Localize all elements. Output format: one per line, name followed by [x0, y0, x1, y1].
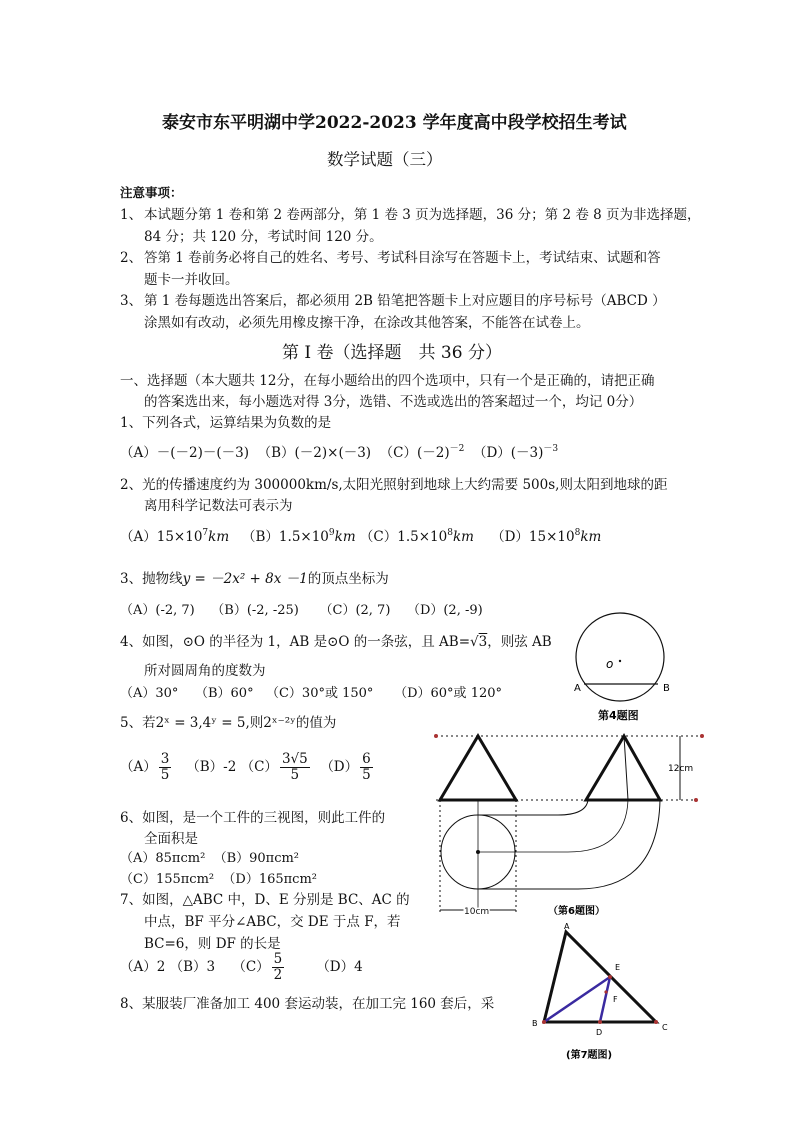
q4-stem-2: 所对圆周角的度数为 [144, 663, 266, 679]
q7-stem-1: 7、如图，△ABC 中，D、E 分别是 BC、AC 的 [120, 892, 410, 908]
q1-option-c: $(C)(-2)^{-2}$ [379, 444, 465, 461]
note-3-num: 3、 [120, 293, 143, 309]
q3-formula: y = －2x² + 8x －1 [182, 571, 308, 587]
q6-option-a: （A）85πcm² [120, 851, 206, 866]
q4-option-a: （A）30° [120, 686, 179, 701]
q4-option-b: （B）60° [194, 686, 254, 701]
q6-dot [434, 734, 438, 738]
q2-option-b: $(B)1.5\times 10^9km$ [242, 528, 356, 545]
q1-option-a: （A）－(－2)－(－3) [120, 445, 249, 461]
q7-dot-d [598, 1020, 602, 1024]
q4-caption: 第4题图 [598, 709, 639, 722]
q6-option-d: （D）165πcm² [222, 872, 317, 887]
q4-label-a: A [574, 683, 581, 694]
q7-dot-b [542, 1020, 546, 1024]
q4-option-c: （C）30°或 150° [265, 686, 374, 701]
note-1-line2: 84 分；共 120 分，考试时间 120 分。 [144, 229, 383, 245]
q3-option-c: （C）(2, 7) [319, 603, 391, 618]
q6-options-row2 [120, 868, 317, 887]
q7-option-c: （C） $\frac{5}{2}$ [232, 951, 283, 983]
q6-figure [428, 726, 708, 922]
q8-stem: 8、某服装厂准备加工 400 套运动装，在加工完 160 套后，采 [120, 996, 495, 1012]
q3-option-b: （B）(-2, -25) [211, 603, 299, 618]
q7-figure [516, 922, 686, 1064]
note-3-line2: 涂黑如有改动，必须先用橡皮擦干净，在涂改其他答案，不能答在试卷上。 [144, 315, 590, 331]
q5-option-d: （D） $\frac{6}{5}$ [320, 751, 371, 783]
section-intro-2: 的答案选出来，每小题选对得 3分，选错、不选或选出的答案超过一个，均记 0分） [144, 394, 643, 410]
q5-option-c: （C） $\frac{3√5}{5}$ [240, 751, 308, 783]
q4-center-dot [619, 660, 621, 662]
q2-stem-2: 离用科学记数法可表示为 [144, 498, 293, 514]
q6-width-label: 10cm [464, 907, 490, 917]
q2-stem-1: 2、光的传播速度约为 300000km/s,太阳光照射到地球上大约需要 500s,则太阳到地球的距 [120, 477, 668, 493]
q6-side-view [586, 736, 660, 800]
q6-connector-upper [478, 800, 588, 815]
q6-side-height [624, 736, 628, 800]
q6-caption: （第6题图） [548, 906, 605, 917]
exam-subtitle: 数学试题（三） [327, 150, 443, 169]
q6-option-b: （B）90πcm² [213, 851, 300, 866]
note-2-num: 2、 [120, 250, 143, 266]
q6-option-c: （C）155πcm² [120, 872, 215, 887]
q4-label-b: B [663, 683, 670, 694]
q2-option-d: $(D)15\times 10^8km$ [491, 528, 602, 545]
q7-triangle-abc [544, 932, 656, 1022]
q4-stem-1: 4、如图，⊙O 的半径为 1，AB 是⊙O 的一条弦，且 AB=√3，则弦 AB [120, 634, 552, 650]
q5-options [120, 752, 375, 783]
section-intro-1: 一、选择题（本大题共 12分，在每小题给出的四个选项中，只有一个是正确的，请把正确 [120, 373, 655, 389]
q6-connector-middle [478, 800, 628, 852]
q6-front-view [440, 736, 516, 800]
q7-label-b: B [532, 1019, 538, 1028]
q7-label-e: E [615, 963, 621, 972]
q1-options [120, 441, 558, 461]
q3-stem: 3、抛物线y = －2x² + 8x －1的顶点坐标为 [120, 571, 389, 587]
note-1-num: 1、 [120, 207, 143, 223]
q6-options-row1 [120, 847, 299, 866]
q4-option-d: （D）60°或 120° [394, 686, 503, 701]
note-1-line1: 本试题分第 1 卷和第 2 卷两部分，第 1 卷 3 页为选择题，36 分；第 2 卷 8 页为非选择题， [144, 207, 701, 223]
notes-heading: 注意事项： [120, 185, 183, 200]
q3-options [120, 599, 483, 618]
q4-figure [566, 612, 686, 724]
q7-label-c: C [662, 1023, 668, 1032]
q7-label-f: F [613, 995, 618, 1004]
q6-height-label: 12cm [668, 764, 694, 774]
q6-stem-1: 6、如图，是一个工件的三视图，则此工件的 [120, 810, 386, 826]
q7-label-d: D [596, 1028, 603, 1037]
q6-dot [700, 734, 704, 738]
q6-dot [694, 798, 698, 802]
q5-option-b: （B）-2 [186, 758, 237, 775]
q7-label-a: A [564, 922, 570, 931]
q6-connector-lower [478, 800, 660, 889]
q4-circle [576, 613, 664, 701]
q3-option-d: （D）(2, -9) [406, 603, 483, 618]
q4-options [120, 682, 502, 701]
q7-stem-3: BC=6，则 DF 的长是 [144, 936, 281, 952]
note-2-line2: 题卡一并收回。 [144, 272, 239, 288]
q7-option-b: （B）3 [169, 958, 216, 975]
q7-options [120, 952, 363, 983]
q4-label-o: o [606, 657, 614, 671]
q4-sqrt: √3 [470, 634, 488, 650]
q5-option-a: （A） $\frac{3}{5}$ [120, 751, 170, 783]
q7-option-a: （A）2 [120, 958, 166, 975]
q3-option-a: （A）(-2, 7) [120, 603, 195, 618]
q1-stem: 1、下列各式，运算结果为负数的是 [120, 415, 332, 431]
q7-dot-e [608, 975, 612, 979]
q7-stem-2: 中点，BF 平分∠ABC，交 DE 于点 F，若 [144, 914, 401, 930]
section-title: 第 I 卷（选择题 共 36 分） [282, 343, 502, 363]
q2-option-a: $(A)15\times 10^7km$ [120, 528, 230, 545]
q7-dot-c [654, 1020, 658, 1024]
q7-caption: (第7题图) [566, 1050, 613, 1061]
q2-options [120, 525, 601, 545]
q1-option-b: （B）(－2)×(－3) [257, 445, 372, 461]
q2-option-c: $(C)1.5\times 10^8km$ [359, 528, 474, 545]
q7-dot-f [604, 990, 607, 993]
note-2-line1: 答第 1 卷前务必将自己的姓名、考号、考试科目涂写在答题卡上，考试结束、试题和答 [144, 250, 661, 266]
note-3-line1: 第 1 卷每题选出答案后，都必须用 2B 铅笔把答题卡上对应题目的序号标号（ABCD ） [144, 293, 666, 309]
q5-stem: 5、若2ˣ = 3,4ʸ = 5,则2ˣ⁻²ʸ的值为 [120, 715, 337, 731]
q1-option-d: $(D)(-3)^{-3}$ [472, 444, 559, 461]
q7-option-d: （D）4 [316, 958, 363, 975]
q6-stem-2: 全面积是 [144, 831, 198, 847]
exam-title: 泰安市东平明湖中学2022-2023 学年度高中段学校招生考试 [162, 113, 627, 133]
